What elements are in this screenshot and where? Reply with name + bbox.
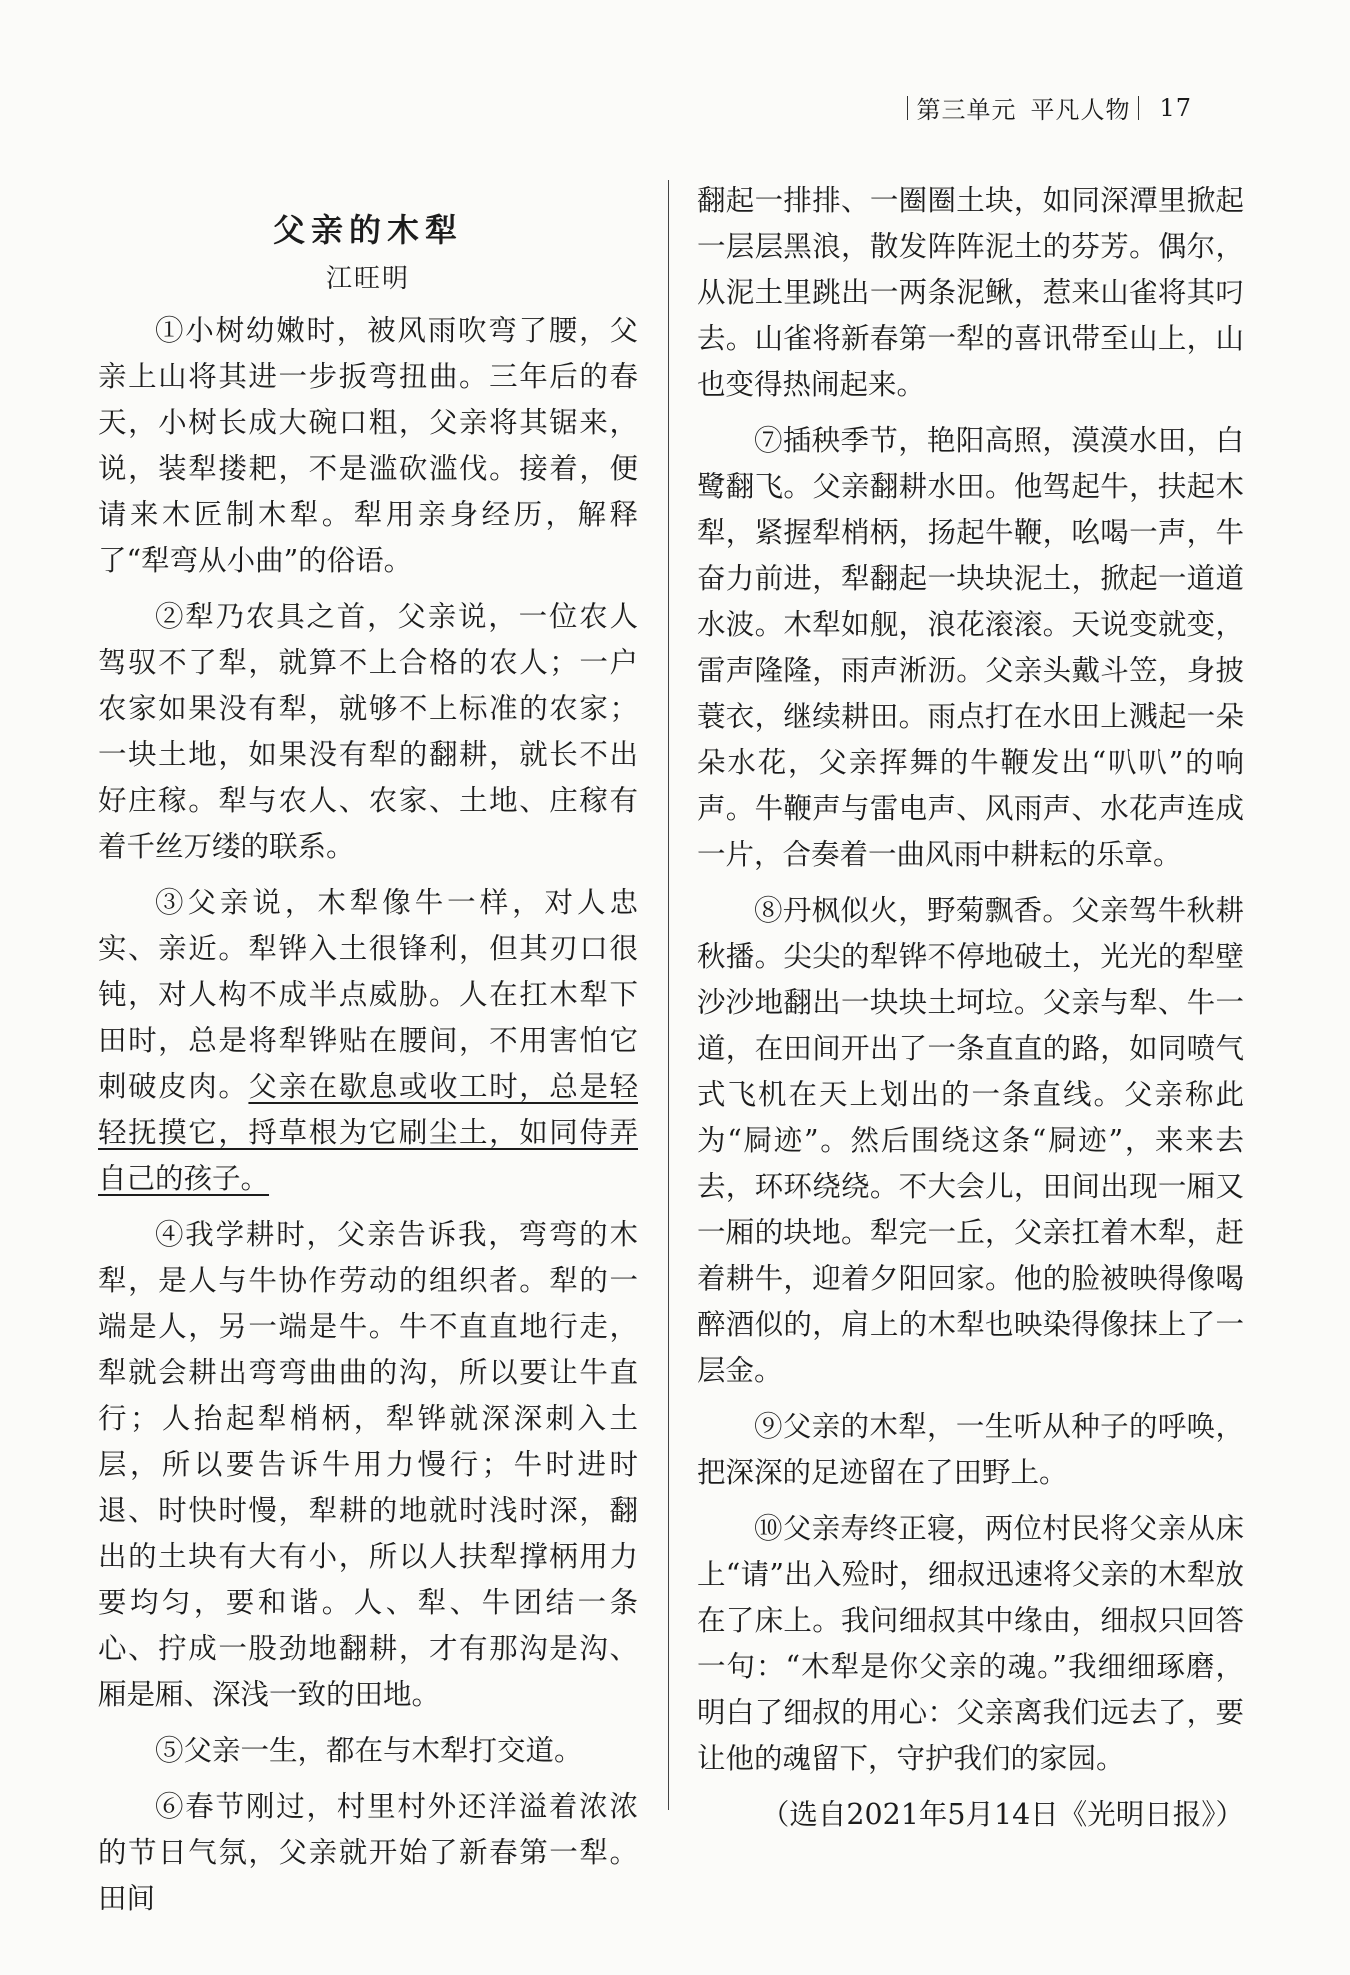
paragraph-3-text: ③父亲说，木犁像牛一样，对人忠实、亲近。犁铧入土很锋利，但其刃口很钝，对人构不成半点威胁。人在扛木犁下田时，总是将犁铧贴在腰间，不用害怕它刺破皮肉。 — [98, 886, 638, 1103]
article-author: 江旺明 — [325, 264, 410, 294]
left-column — [98, 308, 638, 1932]
column-divider — [668, 180, 669, 1810]
underlined-sentence: 父亲在歇息或收工时，总是轻轻抚摸它，捋草根为它刷尘土，如同侍弄自己的孩子。 — [98, 1070, 638, 1195]
paragraph-4: ④我学耕时，父亲告诉我，弯弯的木犁，是人与牛协作劳动的组织者。犁的一端是人，另一端是牛。牛不直直地行走，犁就会耕出弯弯曲曲的沟，所以要让牛直行；人抬起犁梢柄，犁铧就深深刺入土层，所以要告诉牛用力慢行；牛时进时退、时快时慢，犁耕的地就时浅时深，翻出的土块有大有小，所以人扶犁撑柄用力要均匀，要和谐。人、犁、牛团结一条心、拧成一股劲地翻耕，才有那沟是沟、厢是厢、深浅一致的田地。 — [98, 1218, 638, 1711]
paragraph-6-continued: 翻起一排排、一圈圈土块，如同深潭里掀起一层层黑浪，散发阵阵泥土的芬芳。偶尔，从泥土里跳出一两条泥鳅，惹来山雀将其叼去。山雀将新春第一犁的喜讯带至山上，山也变得热闹起来。 — [697, 184, 1244, 401]
paragraph-2: ②犁乃农具之首，父亲说，一位农人驾驭不了犁，就算不上合格的农人；一户农家如果没有犁，就够不上标准的农家；一块土地，如果没有犁的翻耕，就长不出好庄稼。犁与农人、农家、土地、庄稼有着千丝万缕的联系。 — [98, 600, 638, 863]
paragraph-1: ①小树幼嫩时，被风雨吹弯了腰，父亲上山将其进一步扳弯扭曲。三年后的春天，小树长成大碗口粗，父亲将其锯来，说，装犁搂耙，不是滥砍滥伐。接着，便请来木匠制木犁。犁用亲身经历，解释了“犁弯从小曲”的俗语。 — [98, 314, 638, 577]
page-number: 17 — [1159, 93, 1192, 122]
header-divider — [907, 96, 908, 120]
article-title: 父亲的木犁 — [272, 211, 463, 249]
running-header — [899, 90, 1192, 125]
paragraph-9: ⑨父亲的木犁，一生听从种子的呼唤，把深深的足迹留在了田野上。 — [697, 1410, 1244, 1489]
source-citation: （选自2021年5月14日《光明日报》） — [760, 1798, 1244, 1831]
paragraph-7: ⑦插秧季节，艳阳高照，漠漠水田，白鹭翻飞。父亲翻耕水田。他驾起牛，扶起木犁，紧握犁梢柄，扬起牛鞭，吆喝一声，牛奋力前进，犁翻起一块块泥土，掀起一道道水波。木犁如舰，浪花滚滚。天说变就变，雷声隆隆，雨声淅沥。父亲头戴斗笠，身披蓑衣，继续耕田。雨点打在水田上溅起一朵朵水花，父亲挥舞的牛鞭发出“叭叭”的响声。牛鞭声与雷电声、风雨声、水花声连成一片，合奏着一曲风雨中耕耘的乐章。 — [697, 424, 1244, 871]
right-column — [697, 178, 1244, 1848]
paragraph-5: ⑤父亲一生，都在与木犁打交道。 — [155, 1734, 583, 1767]
paragraph-8: ⑧丹枫似火，野菊飘香。父亲驾牛秋耕秋播。尖尖的犁铧不停地破土，光光的犁壁沙沙地翻出一块块土坷垃。父亲与犁、牛一道，在田间开出了一条直直的路，如同喷气式飞机在天上划出的一条直线。父亲称此为“屙迹”。然后围绕这条“屙迹”，来来去去，环环绕绕。不大会儿，田间出现一厢又一厢的块地。犁完一丘，父亲扛着木犁，赶着耕牛，迎着夕阳回家。他的脸被映得像喝醉酒似的，肩上的木犁也映染得像抹上了一层金。 — [697, 894, 1244, 1387]
paragraph-6-start: ⑥春节刚过，村里村外还洋溢着浓浓的节日气氛，父亲就开始了新春第一犁。田间 — [98, 1790, 638, 1915]
header-divider — [1138, 96, 1139, 120]
paragraph-3 — [98, 880, 638, 1202]
header-unit: 第三单元 — [916, 96, 1017, 124]
paragraph-10: ⑩父亲寿终正寝，两位村民将父亲从床上“请”出入殓时，细叔迅速将父亲的木犁放在了床上。我问细叔其中缘由，细叔只回答一句：“木犁是你父亲的魂。”我细细琢磨，明白了细叔的用心：父亲离我们远去了，要让他的魂留下，守护我们的家园。 — [697, 1512, 1244, 1775]
header-topic: 平凡人物 — [1030, 96, 1131, 124]
